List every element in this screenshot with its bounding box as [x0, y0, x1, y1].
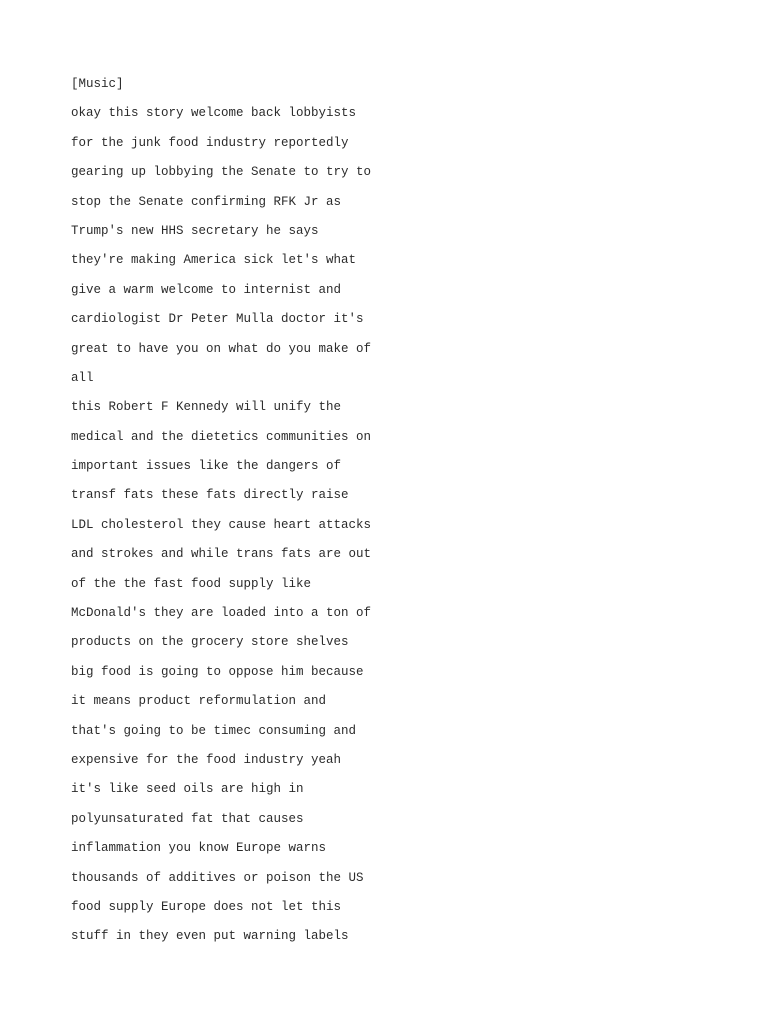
transcript-line: they're making America sick let's what — [71, 253, 357, 268]
transcript-line: it means product reformulation and — [71, 694, 327, 709]
transcript-line: medical and the dietetics communities on — [71, 429, 372, 444]
transcript-line: big food is going to oppose him because — [71, 664, 364, 679]
transcript-line: that's going to be timec consuming and — [71, 723, 357, 738]
transcript-line: for the junk food industry reportedly — [71, 135, 349, 150]
transcript-line: expensive for the food industry yeah — [71, 752, 342, 767]
transcript-line: it's like seed oils are high in — [71, 782, 304, 797]
transcript-line: okay this story welcome back lobbyists — [71, 106, 357, 121]
transcript-line: cardiologist Dr Peter Mulla doctor it's — [71, 312, 364, 327]
transcript-line: stuff in they even put warning labels — [71, 929, 349, 944]
transcript-line: and strokes and while trans fats are out — [71, 547, 372, 562]
transcript-line: this Robert F Kennedy will unify the — [71, 400, 342, 415]
transcript-line: of the the fast food supply like — [71, 576, 312, 591]
transcript-line: food supply Europe does not let this — [71, 899, 342, 914]
transcript-line: give a warm welcome to internist and — [71, 282, 342, 297]
transcript-line: [Music] — [71, 77, 124, 91]
transcript-line: stop the Senate confirming RFK Jr as — [71, 194, 342, 209]
transcript-line: Trump's new HHS secretary he says — [71, 223, 319, 238]
transcript-line: all — [71, 370, 94, 385]
transcript-line: McDonald's they are loaded into a ton of — [71, 606, 372, 621]
transcript-line: important issues like the dangers of — [71, 459, 342, 474]
transcript-line: polyunsaturated fat that causes — [71, 811, 304, 826]
transcript-line: great to have you on what do you make of — [71, 341, 372, 356]
transcript-line: inflammation you know Europe warns — [71, 841, 327, 856]
transcript-line: products on the grocery store shelves — [71, 635, 349, 650]
transcript-line: gearing up lobbying the Senate to try to — [71, 165, 372, 180]
transcript-line: LDL cholesterol they cause heart attacks — [71, 517, 372, 532]
transcript-line: transf fats these fats directly raise — [71, 488, 349, 503]
transcript-text — [71, 70, 371, 952]
transcript-line: thousands of additives or poison the US — [71, 870, 364, 885]
